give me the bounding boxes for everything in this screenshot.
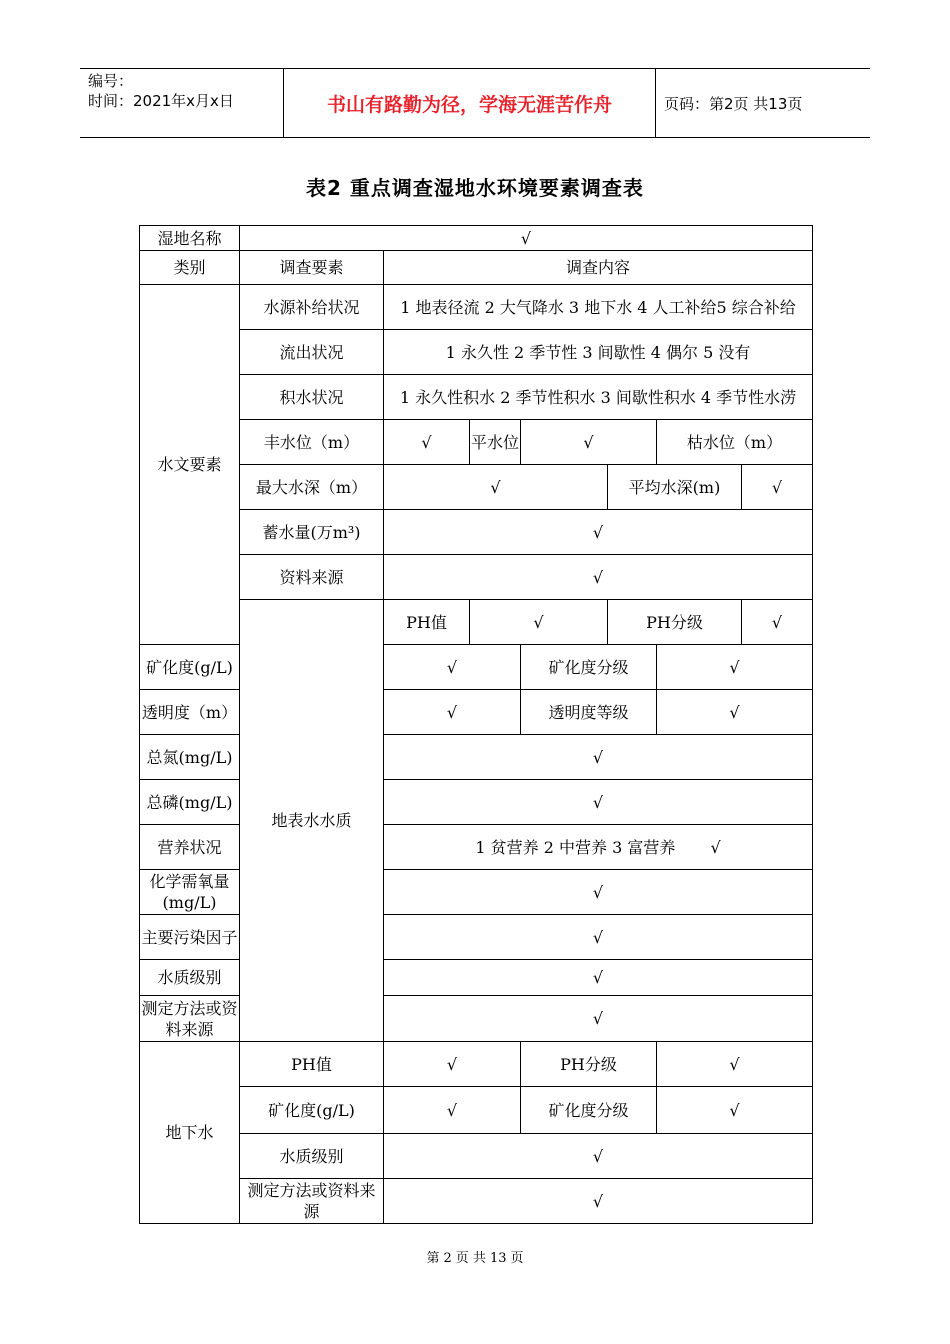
check-mark: √ bbox=[384, 960, 813, 996]
check-mark: √ bbox=[384, 915, 813, 960]
element-label: 总氮(mg/L) bbox=[140, 735, 240, 780]
table-row bbox=[140, 555, 813, 600]
element-label: 蓄水量(万m³) bbox=[240, 510, 384, 555]
category-surface-water: 地表水水质 bbox=[240, 600, 384, 1042]
page-header bbox=[80, 68, 870, 138]
element-label: 总磷(mg/L) bbox=[140, 780, 240, 825]
check-mark: √ bbox=[384, 780, 813, 825]
check-mark: √ bbox=[657, 645, 813, 690]
survey-table bbox=[139, 225, 813, 1224]
check-mark: √ bbox=[657, 1042, 813, 1087]
nutrient-options bbox=[384, 825, 813, 870]
document-date-label: 时间：2021年x月x日 bbox=[88, 92, 234, 110]
element-label: 主要污染因子 bbox=[140, 915, 240, 960]
element-label: 透明度（m） bbox=[140, 690, 240, 735]
element-label: 测定方法或资料来源 bbox=[140, 996, 240, 1042]
element-label: 营养状况 bbox=[140, 825, 240, 870]
document-number-label: 编号： bbox=[88, 72, 134, 90]
element-label: 矿化度分级 bbox=[521, 1087, 657, 1134]
table-row bbox=[140, 251, 813, 285]
element-label: 矿化度分级 bbox=[521, 645, 657, 690]
element-label: 枯水位（m） bbox=[657, 420, 813, 465]
check-mark: √ bbox=[384, 645, 521, 690]
category-groundwater: 地下水 bbox=[140, 1042, 240, 1224]
check-mark: √ bbox=[384, 690, 521, 735]
column-header-content: 调查内容 bbox=[384, 251, 813, 285]
element-label: 积水状况 bbox=[240, 375, 384, 420]
element-label: 丰水位（m） bbox=[240, 420, 384, 465]
element-label: 化学需氧量(mg/L) bbox=[140, 870, 240, 915]
check-mark: √ bbox=[384, 510, 813, 555]
element-label: PH分级 bbox=[608, 600, 742, 645]
element-label: 矿化度(g/L) bbox=[140, 645, 240, 690]
table-row bbox=[140, 465, 813, 510]
check-mark: √ bbox=[384, 465, 608, 510]
element-label: 水质级别 bbox=[140, 960, 240, 996]
table-row bbox=[140, 600, 813, 645]
table-row bbox=[140, 1134, 813, 1179]
table-row bbox=[140, 1042, 813, 1087]
header-page-label: 页码：第2页 共13页 bbox=[664, 94, 803, 113]
check-mark: √ bbox=[521, 420, 657, 465]
check-mark: √ bbox=[657, 1087, 813, 1134]
element-label: PH值 bbox=[240, 1042, 384, 1087]
element-label: 资料来源 bbox=[240, 555, 384, 600]
footer-total-pages: 13 bbox=[489, 1251, 507, 1266]
footer-mid: 页 共 bbox=[455, 1251, 486, 1266]
check-mark: √ bbox=[384, 1134, 813, 1179]
element-label: PH分级 bbox=[521, 1042, 657, 1087]
table-title: 表2 重点调查湿地水环境要素调查表 bbox=[306, 176, 644, 200]
table-row bbox=[140, 1179, 813, 1224]
check-mark: √ bbox=[384, 1179, 813, 1224]
element-label: 平均水深(m) bbox=[608, 465, 742, 510]
element-label: 矿化度(g/L) bbox=[240, 1087, 384, 1134]
footer-suffix: 页 bbox=[510, 1251, 524, 1266]
check-mark: √ bbox=[657, 690, 813, 735]
header-motto: 书山有路勤为径，学海无涯苦作舟 bbox=[283, 69, 656, 137]
options-text: 1 贫营养 2 中营养 3 富营养 bbox=[475, 837, 676, 857]
check-mark: √ bbox=[240, 226, 813, 251]
check-mark: √ bbox=[470, 600, 608, 645]
table-row bbox=[140, 330, 813, 375]
table-row bbox=[140, 510, 813, 555]
footer-page-number: 2 bbox=[443, 1251, 452, 1266]
check-mark: √ bbox=[710, 837, 721, 857]
options-text: 1 永久性积水 2 季节性积水 3 间歇性积水 4 季节性水涝 bbox=[384, 375, 813, 420]
check-mark: √ bbox=[742, 600, 813, 645]
page-footer bbox=[0, 1247, 950, 1266]
element-label: 水质级别 bbox=[240, 1134, 384, 1179]
check-mark: √ bbox=[384, 1087, 521, 1134]
category-hydrology: 水文要素 bbox=[140, 285, 240, 645]
element-label: 最大水深（m） bbox=[240, 465, 384, 510]
table-row bbox=[140, 375, 813, 420]
check-mark: √ bbox=[384, 996, 813, 1042]
column-header-element: 调查要素 bbox=[240, 251, 384, 285]
column-header-category: 类别 bbox=[140, 251, 240, 285]
check-mark: √ bbox=[384, 420, 470, 465]
element-label: PH值 bbox=[384, 600, 470, 645]
check-mark: √ bbox=[384, 870, 813, 915]
check-mark: √ bbox=[742, 465, 813, 510]
table-row bbox=[140, 226, 813, 251]
table-row bbox=[140, 285, 813, 330]
check-mark: √ bbox=[384, 735, 813, 780]
table-row bbox=[140, 420, 813, 465]
header-left bbox=[80, 69, 283, 137]
options-text: 1 永久性 2 季节性 3 间歇性 4 偶尔 5 没有 bbox=[384, 330, 813, 375]
element-label: 透明度等级 bbox=[521, 690, 657, 735]
element-label: 流出状况 bbox=[240, 330, 384, 375]
element-label: 水源补给状况 bbox=[240, 285, 384, 330]
element-label: 测定方法或资料来源 bbox=[240, 1179, 384, 1224]
element-label: 平水位 bbox=[470, 420, 521, 465]
wetland-name-label: 湿地名称 bbox=[140, 226, 240, 251]
footer-prefix: 第 bbox=[426, 1251, 440, 1266]
table-row bbox=[140, 1087, 813, 1134]
options-text: 1 地表径流 2 大气降水 3 地下水 4 人工补给5 综合补给 bbox=[384, 285, 813, 330]
check-mark: √ bbox=[384, 1042, 521, 1087]
check-mark: √ bbox=[384, 555, 813, 600]
